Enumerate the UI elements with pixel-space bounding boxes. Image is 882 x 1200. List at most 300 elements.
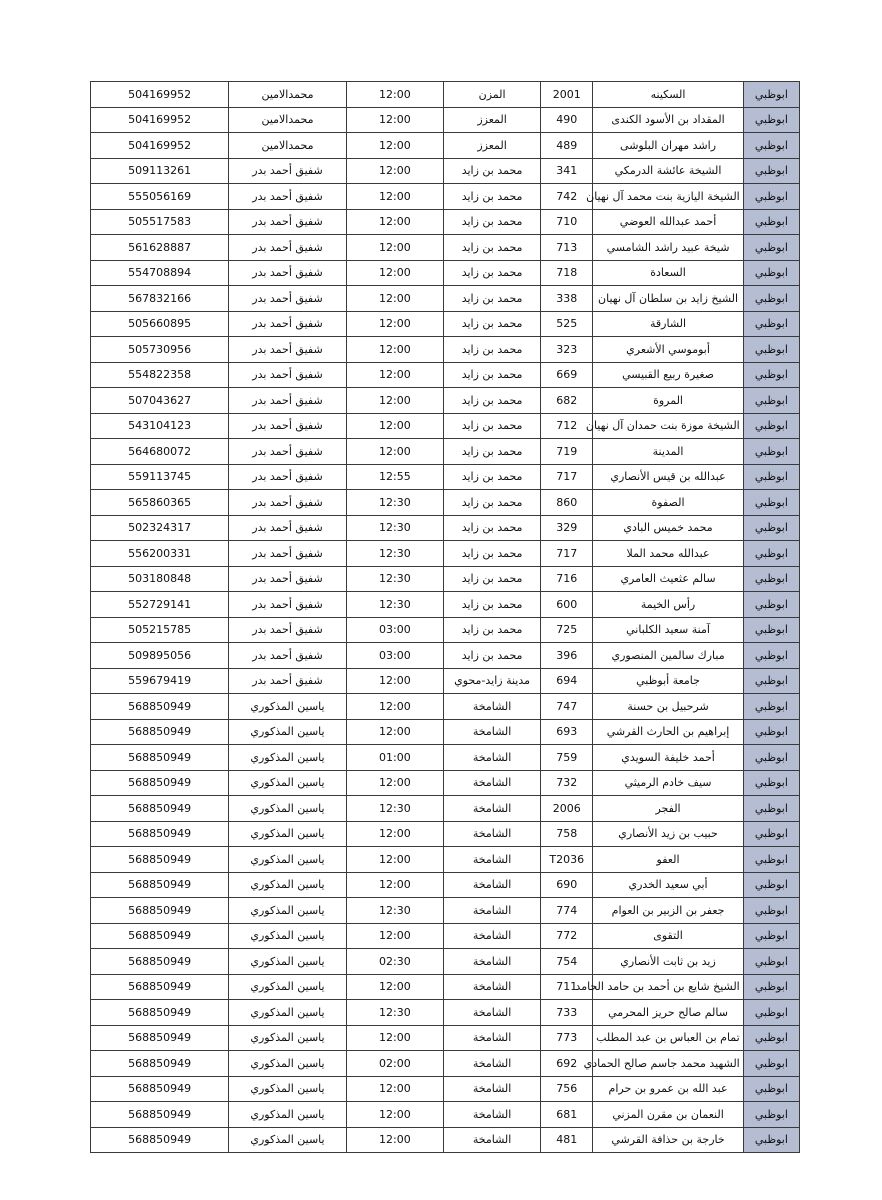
schedule-rows [91, 82, 800, 1153]
school-number-cell: 758 [541, 821, 593, 847]
time-cell: 12:00 [346, 847, 443, 873]
phone-cell: 552729141 [91, 592, 229, 618]
school-name-cell: سيف خادم الرميثي [593, 770, 743, 796]
school-number-cell: 718 [541, 260, 593, 286]
city-cell: ابوظبي [743, 821, 799, 847]
table-row [91, 337, 800, 363]
city-cell: ابوظبي [743, 490, 799, 516]
supervisor-cell: ياسين المذكوري [229, 847, 347, 873]
school-name-cell: حبيب بن زيد الأنصاري [593, 821, 743, 847]
school-name-cell: أحمد عبدالله العوضي [593, 209, 743, 235]
schedule-table [90, 81, 800, 1153]
phone-cell: 568850949 [91, 745, 229, 771]
time-cell: 12:00 [346, 260, 443, 286]
phone-cell: 503180848 [91, 566, 229, 592]
school-name-cell: شرحبيل بن حسنة [593, 694, 743, 720]
city-cell: ابوظبي [743, 592, 799, 618]
area-cell: المعزز [443, 133, 540, 159]
school-name-cell: الشيخة موزة بنت حمدان آل نهيان [593, 413, 743, 439]
time-cell: 03:00 [346, 643, 443, 669]
table-row [91, 1051, 800, 1077]
table-row [91, 643, 800, 669]
area-cell: محمد بن زايد [443, 235, 540, 261]
phone-cell: 568850949 [91, 1025, 229, 1051]
city-cell: ابوظبي [743, 1127, 799, 1153]
phone-cell: 565860365 [91, 490, 229, 516]
phone-cell: 568850949 [91, 694, 229, 720]
phone-cell: 504169952 [91, 133, 229, 159]
area-cell: محمد بن زايد [443, 566, 540, 592]
area-cell: محمد بن زايد [443, 362, 540, 388]
phone-cell: 568850949 [91, 1102, 229, 1128]
phone-cell: 568850949 [91, 847, 229, 873]
area-cell: محمد بن زايد [443, 617, 540, 643]
supervisor-cell: ياسين المذكوري [229, 949, 347, 975]
school-number-cell: 747 [541, 694, 593, 720]
table-row [91, 133, 800, 159]
supervisor-cell: شفيق أحمد بدر [229, 158, 347, 184]
supervisor-cell: ياسين المذكوري [229, 796, 347, 822]
city-cell: ابوظبي [743, 974, 799, 1000]
table-row [91, 1076, 800, 1102]
school-number-cell: 525 [541, 311, 593, 337]
school-number-cell: 719 [541, 439, 593, 465]
area-cell: الشامخة [443, 872, 540, 898]
table-row [91, 439, 800, 465]
phone-cell: 568850949 [91, 974, 229, 1000]
supervisor-cell: ياسين المذكوري [229, 1127, 347, 1153]
phone-cell: 568850949 [91, 821, 229, 847]
area-cell: محمد بن زايد [443, 158, 540, 184]
time-cell: 12:00 [346, 668, 443, 694]
time-cell: 12:30 [346, 898, 443, 924]
time-cell: 01:00 [346, 745, 443, 771]
table-row [91, 490, 800, 516]
time-cell: 12:00 [346, 974, 443, 1000]
city-cell: ابوظبي [743, 541, 799, 567]
time-cell: 12:00 [346, 1025, 443, 1051]
table-row [91, 898, 800, 924]
time-cell: 12:00 [346, 1102, 443, 1128]
phone-cell: 556200331 [91, 541, 229, 567]
school-name-cell: أحمد خليفة السويدي [593, 745, 743, 771]
school-name-cell: الشيخ زايد بن سلطان آل نهيان [593, 286, 743, 312]
school-number-cell: 759 [541, 745, 593, 771]
table-row [91, 158, 800, 184]
school-number-cell: 600 [541, 592, 593, 618]
city-cell: ابوظبي [743, 184, 799, 210]
time-cell: 12:00 [346, 821, 443, 847]
supervisor-cell: شفيق أحمد بدر [229, 617, 347, 643]
time-cell: 12:00 [346, 719, 443, 745]
supervisor-cell: شفيق أحمد بدر [229, 362, 347, 388]
supervisor-cell: ياسين المذكوري [229, 898, 347, 924]
school-name-cell: مبارك سالمين المنصوري [593, 643, 743, 669]
time-cell: 12:00 [346, 362, 443, 388]
school-number-cell: 774 [541, 898, 593, 924]
area-cell: الشامخة [443, 796, 540, 822]
city-cell: ابوظبي [743, 464, 799, 490]
supervisor-cell: شفيق أحمد بدر [229, 541, 347, 567]
supervisor-cell: شفيق أحمد بدر [229, 311, 347, 337]
school-number-cell: 323 [541, 337, 593, 363]
time-cell: 12:00 [346, 388, 443, 414]
table-row [91, 1127, 800, 1153]
city-cell: ابوظبي [743, 1102, 799, 1128]
table-row [91, 949, 800, 975]
school-name-cell: محمد خميس البادي [593, 515, 743, 541]
phone-cell: 568850949 [91, 770, 229, 796]
supervisor-cell: شفيق أحمد بدر [229, 515, 347, 541]
school-name-cell: الشهيد محمد جاسم صالح الحمادي [593, 1051, 743, 1077]
school-number-cell: 481 [541, 1127, 593, 1153]
table-row [91, 617, 800, 643]
school-name-cell: الشيخة عائشة الدرمكي [593, 158, 743, 184]
table-row [91, 235, 800, 261]
time-cell: 12:30 [346, 490, 443, 516]
phone-cell: 554708894 [91, 260, 229, 286]
school-number-cell: 694 [541, 668, 593, 694]
table-row [91, 566, 800, 592]
phone-cell: 568850949 [91, 796, 229, 822]
phone-cell: 505517583 [91, 209, 229, 235]
table-row [91, 796, 800, 822]
supervisor-cell: شفيق أحمد بدر [229, 566, 347, 592]
area-cell: الشامخة [443, 694, 540, 720]
school-number-cell: 669 [541, 362, 593, 388]
city-cell: ابوظبي [743, 719, 799, 745]
supervisor-cell: ياسين المذكوري [229, 1000, 347, 1026]
table-row [91, 82, 800, 108]
phone-cell: 568850949 [91, 898, 229, 924]
school-name-cell: عبدالله محمد الملا [593, 541, 743, 567]
city-cell: ابوظبي [743, 413, 799, 439]
city-cell: ابوظبي [743, 1076, 799, 1102]
time-cell: 03:00 [346, 617, 443, 643]
school-name-cell: الفجر [593, 796, 743, 822]
phone-cell: 543104123 [91, 413, 229, 439]
school-name-cell: خارجة بن حذافة القرشي [593, 1127, 743, 1153]
area-cell: الشامخة [443, 1025, 540, 1051]
school-name-cell: شيخة عبيد راشد الشامسي [593, 235, 743, 261]
area-cell: الشامخة [443, 847, 540, 873]
school-name-cell: المقداد بن الأسود الكندى [593, 107, 743, 133]
phone-cell: 567832166 [91, 286, 229, 312]
area-cell: المعزز [443, 107, 540, 133]
time-cell: 12:00 [346, 184, 443, 210]
school-number-cell: 710 [541, 209, 593, 235]
city-cell: ابوظبي [743, 617, 799, 643]
school-name-cell: الشارقة [593, 311, 743, 337]
supervisor-cell: شفيق أحمد بدر [229, 260, 347, 286]
table-row [91, 362, 800, 388]
time-cell: 12:30 [346, 796, 443, 822]
city-cell: ابوظبي [743, 82, 799, 108]
time-cell: 12:00 [346, 107, 443, 133]
area-cell: الشامخة [443, 949, 540, 975]
school-number-cell: 732 [541, 770, 593, 796]
supervisor-cell: ياسين المذكوري [229, 923, 347, 949]
area-cell: محمد بن زايد [443, 541, 540, 567]
city-cell: ابوظبي [743, 515, 799, 541]
area-cell: محمد بن زايد [443, 464, 540, 490]
area-cell: محمد بن زايد [443, 490, 540, 516]
school-name-cell: زيد بن ثابت الأنصاري [593, 949, 743, 975]
school-name-cell: المروة [593, 388, 743, 414]
school-name-cell: تمام بن العباس بن عبد المطلب [593, 1025, 743, 1051]
area-cell: الشامخة [443, 821, 540, 847]
table-row [91, 388, 800, 414]
school-number-cell: 733 [541, 1000, 593, 1026]
school-name-cell: صغيرة ربيع القبيسي [593, 362, 743, 388]
area-cell: الشامخة [443, 1102, 540, 1128]
supervisor-cell: ياسين المذكوري [229, 745, 347, 771]
table-row [91, 209, 800, 235]
school-number-cell: T2036 [541, 847, 593, 873]
city-cell: ابوظبي [743, 286, 799, 312]
time-cell: 12:00 [346, 209, 443, 235]
city-cell: ابوظبي [743, 439, 799, 465]
school-number-cell: 773 [541, 1025, 593, 1051]
area-cell: الشامخة [443, 898, 540, 924]
school-number-cell: 860 [541, 490, 593, 516]
school-number-cell: 716 [541, 566, 593, 592]
school-number-cell: 713 [541, 235, 593, 261]
area-cell: محمد بن زايد [443, 337, 540, 363]
city-cell: ابوظبي [743, 949, 799, 975]
time-cell: 12:00 [346, 286, 443, 312]
school-name-cell: المدينة [593, 439, 743, 465]
school-name-cell: آمنة سعيد الكلباني [593, 617, 743, 643]
phone-cell: 568850949 [91, 1051, 229, 1077]
table-row [91, 1000, 800, 1026]
supervisor-cell: شفيق أحمد بدر [229, 388, 347, 414]
supervisor-cell: ياسين المذكوري [229, 821, 347, 847]
city-cell: ابوظبي [743, 745, 799, 771]
time-cell: 12:00 [346, 235, 443, 261]
area-cell: محمد بن زايد [443, 286, 540, 312]
supervisor-cell: شفيق أحمد بدر [229, 184, 347, 210]
table-row [91, 745, 800, 771]
city-cell: ابوظبي [743, 566, 799, 592]
table-row [91, 107, 800, 133]
school-number-cell: 338 [541, 286, 593, 312]
city-cell: ابوظبي [743, 668, 799, 694]
school-number-cell: 490 [541, 107, 593, 133]
supervisor-cell: ياسين المذكوري [229, 1025, 347, 1051]
time-cell: 02:00 [346, 1051, 443, 1077]
phone-cell: 504169952 [91, 82, 229, 108]
table-row [91, 286, 800, 312]
table-row [91, 260, 800, 286]
table-row [91, 515, 800, 541]
supervisor-cell: شفيق أحمد بدر [229, 592, 347, 618]
area-cell: محمد بن زايد [443, 643, 540, 669]
area-cell: محمد بن زايد [443, 260, 540, 286]
city-cell: ابوظبي [743, 311, 799, 337]
school-number-cell: 2001 [541, 82, 593, 108]
supervisor-cell: ياسين المذكوري [229, 770, 347, 796]
table-row [91, 821, 800, 847]
city-cell: ابوظبي [743, 209, 799, 235]
table-row [91, 694, 800, 720]
phone-cell: 568850949 [91, 719, 229, 745]
supervisor-cell: شفيق أحمد بدر [229, 337, 347, 363]
school-number-cell: 717 [541, 464, 593, 490]
area-cell: محمد بن زايد [443, 209, 540, 235]
school-number-cell: 682 [541, 388, 593, 414]
phone-cell: 568850949 [91, 949, 229, 975]
table-row [91, 974, 800, 1000]
city-cell: ابوظبي [743, 158, 799, 184]
phone-cell: 564680072 [91, 439, 229, 465]
area-cell: الشامخة [443, 745, 540, 771]
phone-cell: 568850949 [91, 1127, 229, 1153]
time-cell: 12:00 [346, 82, 443, 108]
school-number-cell: 2006 [541, 796, 593, 822]
supervisor-cell: شفيق أحمد بدر [229, 235, 347, 261]
city-cell: ابوظبي [743, 133, 799, 159]
school-number-cell: 489 [541, 133, 593, 159]
time-cell: 12:00 [346, 311, 443, 337]
school-name-cell: رأس الخيمة [593, 592, 743, 618]
area-cell: الشامخة [443, 974, 540, 1000]
phone-cell: 502324317 [91, 515, 229, 541]
time-cell: 12:30 [346, 541, 443, 567]
supervisor-cell: ياسين المذكوري [229, 1076, 347, 1102]
phone-cell: 555056169 [91, 184, 229, 210]
school-name-cell: سالم صالح حريز المحرمي [593, 1000, 743, 1026]
time-cell: 12:00 [346, 133, 443, 159]
supervisor-cell: شفيق أحمد بدر [229, 490, 347, 516]
time-cell: 12:00 [346, 1127, 443, 1153]
city-cell: ابوظبي [743, 694, 799, 720]
supervisor-cell: ياسين المذكوري [229, 1102, 347, 1128]
city-cell: ابوظبي [743, 337, 799, 363]
supervisor-cell: محمدالامين [229, 133, 347, 159]
supervisor-cell: شفيق أحمد بدر [229, 668, 347, 694]
city-cell: ابوظبي [743, 235, 799, 261]
table-row [91, 184, 800, 210]
time-cell: 02:30 [346, 949, 443, 975]
school-name-cell: راشد مهران البلوشى [593, 133, 743, 159]
area-cell: محمد بن زايد [443, 311, 540, 337]
table-row [91, 464, 800, 490]
table-row [91, 592, 800, 618]
school-number-cell: 772 [541, 923, 593, 949]
time-cell: 12:55 [346, 464, 443, 490]
table-row [91, 668, 800, 694]
area-cell: الشامخة [443, 719, 540, 745]
city-cell: ابوظبي [743, 1025, 799, 1051]
school-number-cell: 717 [541, 541, 593, 567]
school-name-cell: النعمان بن مقرن المزني [593, 1102, 743, 1128]
school-name-cell: أبي سعيد الخدري [593, 872, 743, 898]
supervisor-cell: محمدالامين [229, 82, 347, 108]
school-name-cell: الصفوة [593, 490, 743, 516]
school-name-cell: أبوموسي الأشعري [593, 337, 743, 363]
phone-cell: 509113261 [91, 158, 229, 184]
area-cell: الشامخة [443, 1051, 540, 1077]
area-cell: محمد بن زايد [443, 413, 540, 439]
time-cell: 12:30 [346, 566, 443, 592]
city-cell: ابوظبي [743, 260, 799, 286]
supervisor-cell: ياسين المذكوري [229, 1051, 347, 1077]
phone-cell: 507043627 [91, 388, 229, 414]
school-number-cell: 396 [541, 643, 593, 669]
time-cell: 12:00 [346, 337, 443, 363]
school-name-cell: السعادة [593, 260, 743, 286]
supervisor-cell: شفيق أحمد بدر [229, 209, 347, 235]
phone-cell: 568850949 [91, 872, 229, 898]
time-cell: 12:30 [346, 515, 443, 541]
school-name-cell: الشيخ شايع بن أحمد بن حامد الحامد [593, 974, 743, 1000]
supervisor-cell: شفيق أحمد بدر [229, 464, 347, 490]
city-cell: ابوظبي [743, 362, 799, 388]
city-cell: ابوظبي [743, 923, 799, 949]
phone-cell: 568850949 [91, 923, 229, 949]
school-name-cell: عبدالله بن قيس الأنصاري [593, 464, 743, 490]
city-cell: ابوظبي [743, 847, 799, 873]
table-row [91, 413, 800, 439]
area-cell: محمد بن زايد [443, 439, 540, 465]
table-row [91, 872, 800, 898]
phone-cell: 559113745 [91, 464, 229, 490]
table-row [91, 311, 800, 337]
school-name-cell: الشيخة اليازية بنت محمد آل نهيان [593, 184, 743, 210]
supervisor-cell: ياسين المذكوري [229, 694, 347, 720]
table-row [91, 541, 800, 567]
supervisor-cell: شفيق أحمد بدر [229, 439, 347, 465]
school-number-cell: 693 [541, 719, 593, 745]
school-name-cell: السكينه [593, 82, 743, 108]
city-cell: ابوظبي [743, 872, 799, 898]
city-cell: ابوظبي [743, 107, 799, 133]
area-cell: المزن [443, 82, 540, 108]
school-name-cell: جامعة أبوظبي [593, 668, 743, 694]
table-row [91, 1102, 800, 1128]
time-cell: 12:30 [346, 1000, 443, 1026]
phone-cell: 505660895 [91, 311, 229, 337]
time-cell: 12:00 [346, 1076, 443, 1102]
phone-cell: 505730956 [91, 337, 229, 363]
supervisor-cell: شفيق أحمد بدر [229, 643, 347, 669]
area-cell: الشامخة [443, 1127, 540, 1153]
school-name-cell: عبد الله بن عمرو بن حرام [593, 1076, 743, 1102]
school-number-cell: 712 [541, 413, 593, 439]
area-cell: الشامخة [443, 1076, 540, 1102]
supervisor-cell: شفيق أحمد بدر [229, 286, 347, 312]
school-name-cell: سالم عثعيث العامري [593, 566, 743, 592]
time-cell: 12:00 [346, 413, 443, 439]
phone-cell: 561628887 [91, 235, 229, 261]
city-cell: ابوظبي [743, 388, 799, 414]
city-cell: ابوظبي [743, 796, 799, 822]
city-cell: ابوظبي [743, 1051, 799, 1077]
city-cell: ابوظبي [743, 770, 799, 796]
time-cell: 12:00 [346, 439, 443, 465]
school-number-cell: 692 [541, 1051, 593, 1077]
time-cell: 12:00 [346, 770, 443, 796]
city-cell: ابوظبي [743, 643, 799, 669]
school-name-cell: التقوى [593, 923, 743, 949]
area-cell: الشامخة [443, 1000, 540, 1026]
phone-cell: 568850949 [91, 1076, 229, 1102]
city-cell: ابوظبي [743, 898, 799, 924]
time-cell: 12:30 [346, 592, 443, 618]
city-cell: ابوظبي [743, 1000, 799, 1026]
phone-cell: 559679419 [91, 668, 229, 694]
